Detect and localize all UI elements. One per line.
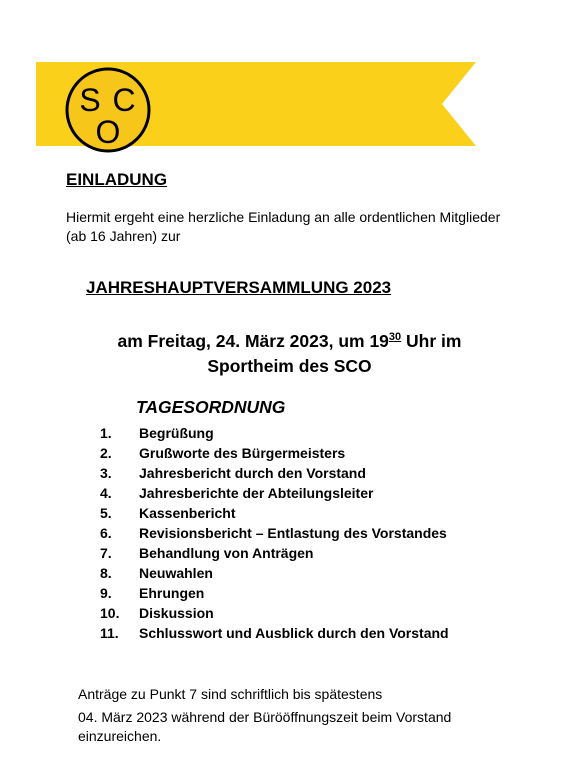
agenda-item-text: Neuwahlen [139,565,213,581]
agenda-item [100,543,449,563]
agenda-item-text: Diskussion [139,605,214,621]
logo-letter-c: C [112,82,136,118]
meeting-title: JAHRESHAUPTVERSAMMLUNG 2023 [86,278,392,297]
agenda-item-number: 1. [100,425,112,441]
agenda-item-text: Schlusswort und Ausblick durch den Vorstand [139,625,449,641]
agenda-item [100,603,449,623]
agenda-item-number: 3. [100,465,112,481]
footer-line-2: 04. März 2023 während der Bürööffnungszeit beim Vorstand einzureichen. [78,709,452,744]
agenda-item-number: 10. [100,605,120,621]
agenda-item-number: 9. [100,585,112,601]
agenda-item-text: Grußworte des Bürgermeisters [139,445,346,461]
agenda-item [100,443,449,463]
agenda-item-number: 4. [100,485,112,501]
agenda-item-number: 11. [100,625,119,641]
footer-note [78,684,518,746]
agenda-item [100,563,449,583]
agenda-item-text: Behandlung von Anträgen [139,545,314,561]
meeting-datetime [0,325,579,379]
agenda-item [100,483,449,503]
agenda-item-number: 6. [100,525,112,541]
club-logo [64,66,152,154]
agenda-item [100,623,449,643]
footer-line-1: Anträge zu Punkt 7 sind schriftlich bis spätestens [78,686,383,702]
agenda-item-text: Jahresbericht durch den Vorstand [139,465,366,481]
agenda-item-number: 5. [100,505,112,521]
page-title: EINLADUNG [66,170,168,189]
datetime-line-1 [0,325,579,354]
agenda-item [100,503,449,523]
agenda-item [100,423,449,443]
agenda-item-number: 2. [100,445,112,461]
logo-letter-s: S [79,82,101,118]
agenda-item [100,463,449,483]
datetime-uhr: Uhr im [401,331,462,351]
datetime-minutes: 30 [388,331,402,343]
datetime-location: Sportheim des SCO [207,356,372,376]
datetime-date: am Freitag, 24. März 2023, um 19 [117,331,389,351]
agenda-item [100,523,449,543]
agenda-list [100,423,449,643]
agenda-item-text: Revisionsbericht – Entlastung des Vorstandes [139,525,447,541]
logo-letter-o: O [95,114,121,150]
agenda-item [100,583,449,603]
agenda-item-text: Jahresberichte der Abteilungsleiter [139,485,374,501]
intro-text: Hiermit ergeht eine herzliche Einladung an alle ordentlichen Mitglieder (ab 16 Jahren) zur [66,209,501,244]
agenda-title: TAGESORDNUNG [136,397,286,417]
agenda-item-text: Begrüßung [139,425,214,441]
agenda-item-text: Ehrungen [139,585,205,601]
agenda-item-number: 7. [100,545,112,561]
agenda-item-text: Kassenbericht [139,505,236,521]
agenda-item-number: 8. [100,565,112,581]
